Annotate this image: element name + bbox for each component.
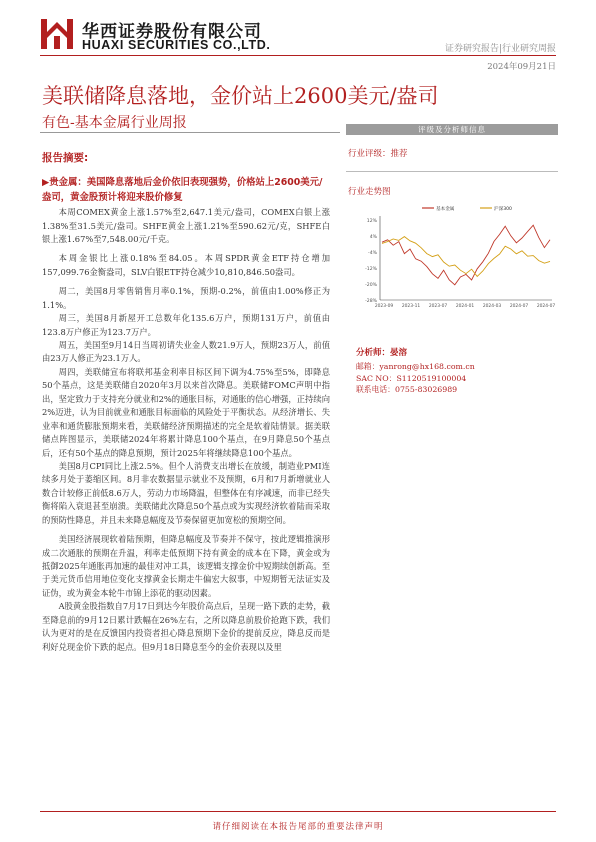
legend-label: 基本金属: [436, 206, 455, 212]
phone-label: 联系电话：: [356, 385, 395, 395]
y-tick-label: 4%: [369, 235, 377, 240]
legend-label: 沪深300: [494, 206, 512, 212]
summary-paragraph: 周三，美国8月新屋开工总数年化135.6万户，预期131万户，前值由123.8万户修正为123.7万户。: [42, 313, 330, 337]
summary-paragraph: A股黄金股指数自7月17日到达今年股价高点后，呈现一路下跌的走势，截至降息前的9月12日累计跌幅在26%左右，之所以降息前股价抢跑下跌，我们认为更对的是在反馈国内投资者担心降息预期下金价的提前反应，降息反而是利好兑现金价下跌的起点。但9月18日降息至今的金价表现以及里: [42, 601, 330, 652]
summary-paragraph: 本周COMEX黄金上涨1.57%至2,647.1美元/盎司，COMEX白银上涨1.38%至31.5美元/盎司。SHFE黄金上涨1.21%至590.62元/克，SHFE白银上涨1.67%至7,548.00元/千克。: [42, 207, 330, 244]
industry-rating: [346, 147, 558, 159]
x-tick-label: 2024-07: [509, 304, 529, 309]
x-tick-label: 2024-01: [455, 304, 475, 309]
analyst-label: 分析师：: [356, 348, 391, 358]
x-tick-label: 2023-07: [428, 304, 448, 309]
summary-paragraph: 本周金银比上涨0.18%至84.05。本周SPDR黄金ETF持仓增加157,099.76金衡盎司，SLV白银ETF持仓减少10,810,846.50盎司。: [42, 253, 330, 277]
analyst-email[interactable]: yanrong@hx168.com.cn: [379, 362, 475, 371]
analyst-name: 晏溶: [390, 348, 408, 358]
huaxi-logo-icon: [40, 16, 74, 52]
report-type: 证券研究报告|行业研究周报: [444, 44, 556, 54]
summary-paragraph: 周四，美联储宣布将联邦基金利率目标区间下调为4.75%至5%，即降息50个基点，这是美联储自2020年3月以来首次降息。美联储FOMC声明中指出，坚定致力于支持充分就业和2%的通胀目标，对通胀的信心增强，正持续向2%迈进，认为目前就业和通胀目标面临的风险处于平衡状态。从经济增长、失业率和通货膨胀预期来看，美联储经济预期描述的完全是软着陆情景。据美联储点阵图显示，美联储2024年将累计降息100个基点，在9月降息50个基点后，还有50个基点的降息预期，预计2025年将继续降息100个基点。: [42, 366, 330, 458]
summary-section: [42, 150, 330, 654]
sac-label: SAC NO：: [356, 373, 397, 383]
title-divider: [40, 132, 340, 133]
summary-paragraph: 美国8月CPI同比上涨2.5%。但个人消费支出增长在放缓，制造业PMI连续多月处于萎缩区间。8月非农数据显示就业不及预期，6月和7月新增就业人数合计较修正前低8.6万人，劳动力市场降温，但整体在有序减速，而非已经失衡将陷入衰退甚至崩溃。美联储此次降息50个基点或为实现经济软着陆而采取的预防性降息，并且未来降息幅度及节奏保留更加宽松的预期空间。: [42, 460, 330, 525]
industry-trend-chart: [352, 200, 558, 322]
y-tick-label: 12%: [366, 219, 377, 224]
report-title: 美联储降息落地，金价站上2600美元/盎司: [42, 84, 439, 108]
x-tick-label: 2024-03: [482, 304, 502, 309]
report-subtitle: 有色-基本金属行业周报: [42, 115, 187, 131]
x-tick-label: 2024-07: [536, 304, 556, 309]
analyst-info: [356, 346, 556, 396]
rating-value: 推荐: [390, 149, 408, 159]
y-tick-label: -20%: [365, 283, 377, 288]
x-tick-label: 2023-09: [374, 304, 394, 309]
y-tick-label: -28%: [365, 299, 377, 304]
x-tick-label: 2023-11: [401, 304, 421, 309]
analyst-phone-line: [356, 384, 556, 396]
company-name-en: HUAXI SECURITIES CO.,LTD.: [82, 38, 271, 52]
series-line: [382, 225, 550, 285]
analyst-name-line: [356, 346, 556, 358]
analyst-sac: S1120519100004: [396, 373, 467, 383]
summary-paragraph: 周二，美国8月零售销售月率0.1%，预期-0.2%，前值由1.00%修正为1.1%。: [42, 286, 330, 310]
rating-label: 行业评级：: [348, 149, 391, 159]
summary-paragraph: 美国经济展现软着陆预期，但降息幅度及节奏并不保守，按此逻辑推演形成二次通胀的预期在升温，利率走低预期下持有黄金的成本在下降，黄金或为抵御2025年通胀再加速的最佳对冲工具，该逻辑支撑金价中短期续创新高。至于美元货币信用地位变化支撑黄金长期走牛偏宏大叙事，中短期暂无法证实及证伪，或为黄金本轮牛市锦上添花的驱动因素。: [42, 534, 330, 598]
header-divider: [40, 55, 556, 56]
email-label: 邮箱：: [356, 362, 380, 371]
rating-sidebar: [346, 124, 558, 197]
report-date: 2024年09月21日: [487, 62, 556, 72]
trend-chart-title: 行业走势图: [348, 187, 391, 197]
sidebar-divider: [346, 171, 558, 172]
rating-header: 评级及分析师信息: [346, 124, 558, 135]
summary-paragraph: 周五，美国至9月14日当周初请失业金人数21.9万人，预期23万人，前值由23万人修正为23.1万人。: [42, 340, 330, 364]
footer-disclaimer: 请仔细阅读在本报告尾部的重要法律声明: [212, 822, 384, 832]
footer-divider: [40, 811, 556, 812]
summary-headline: ▶贵金属：美国降息落地后金价依旧表现强势，价格站上2600美元/盎司，黄金股预计将迎来股价修复: [42, 177, 323, 204]
y-tick-label: -4%: [368, 251, 377, 256]
analyst-phone: 0755-83026989: [394, 385, 458, 395]
y-tick-label: -12%: [365, 267, 377, 272]
company-name-cn: 华西证券股份有限公司: [82, 22, 262, 42]
analyst-email-line: [356, 361, 556, 373]
summary-label: 报告摘要:: [42, 152, 89, 164]
series-line: [382, 237, 550, 277]
analyst-sac-line: [356, 373, 556, 385]
